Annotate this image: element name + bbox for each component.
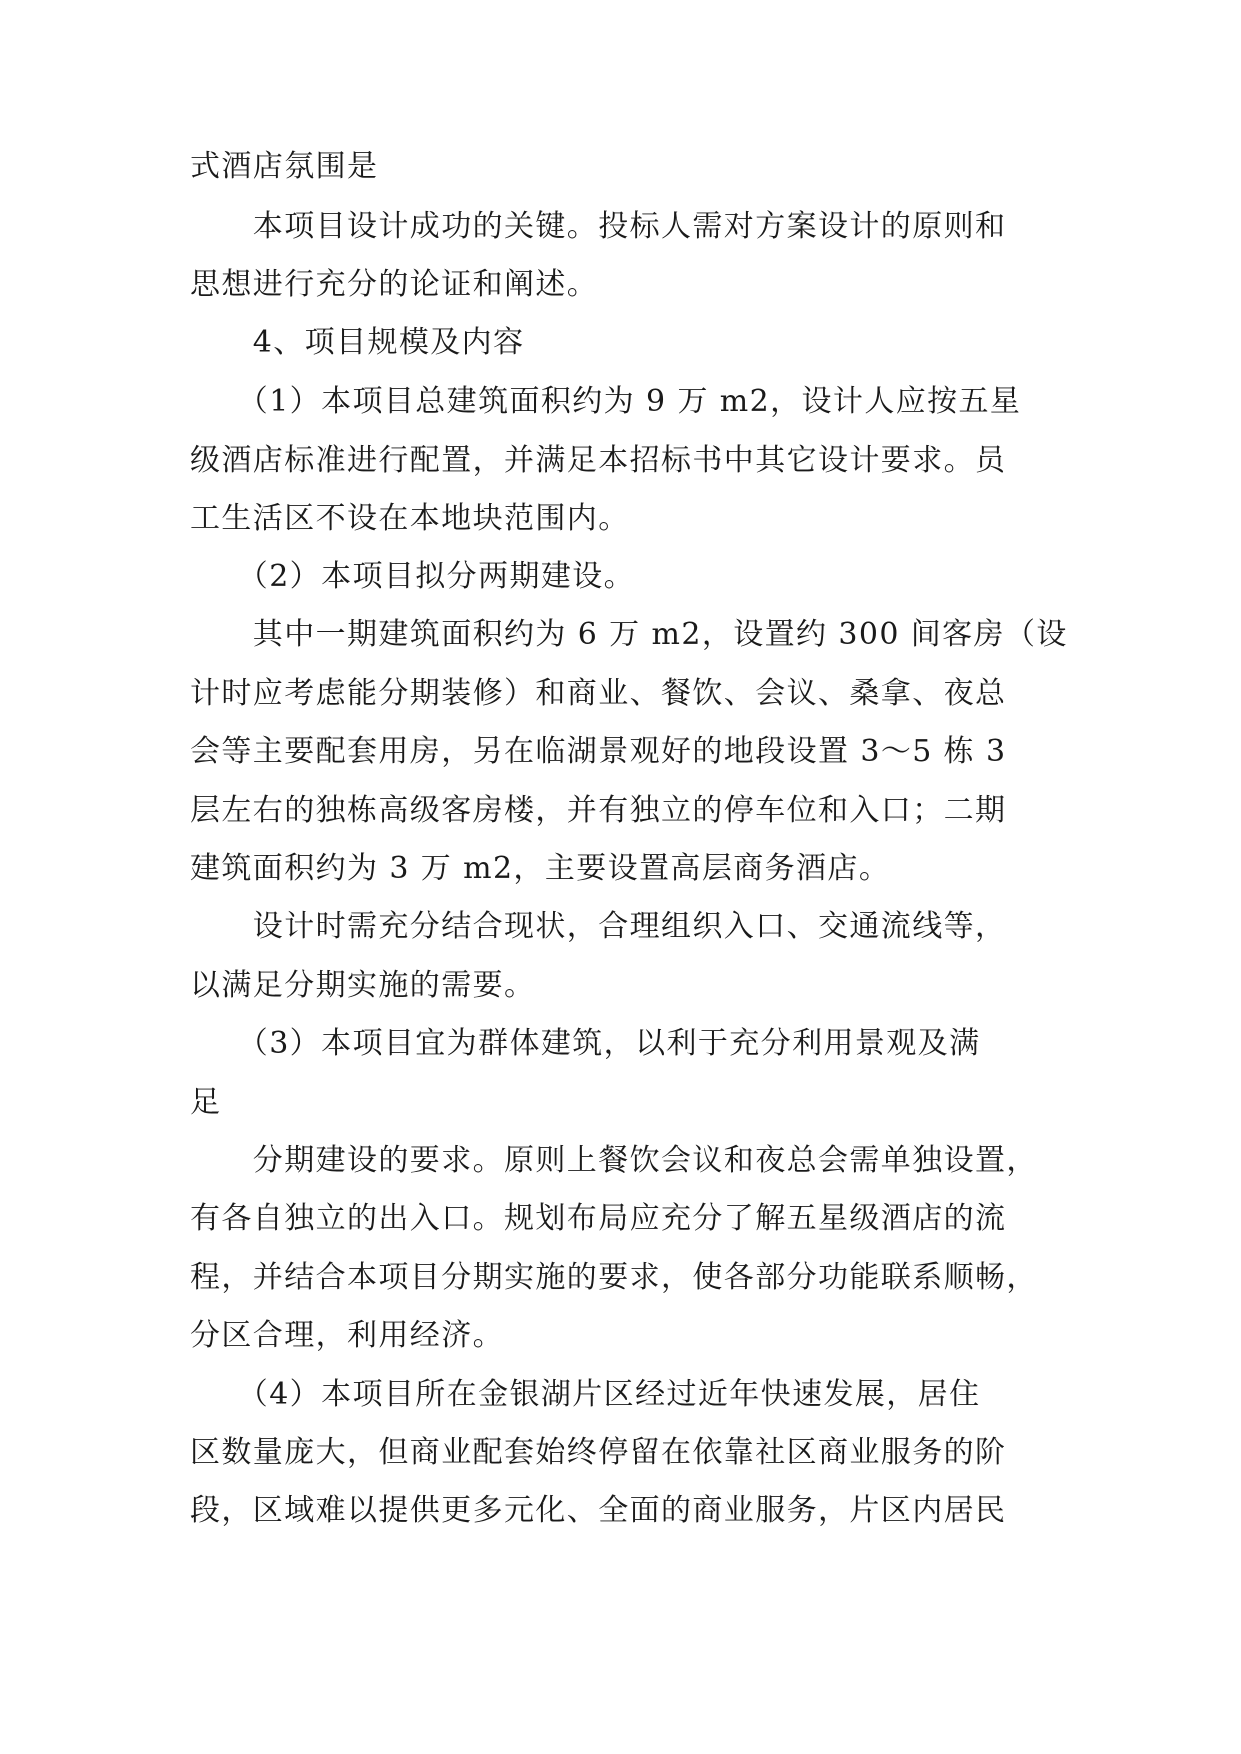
text-line: 4、项目规模及内容 bbox=[190, 325, 525, 360]
text-line: 分期建设的要求。原则上餐饮会议和夜总会需单独设置， bbox=[190, 1143, 1038, 1178]
text-line: 思想进行充分的论证和阐述。 bbox=[190, 267, 599, 302]
text-line: 以满足分期实施的需要。 bbox=[190, 968, 536, 1003]
text-line: （4）本项目所在金银湖片区经过近年快速发展，居住 bbox=[190, 1377, 981, 1412]
text-line: 会等主要配套用房，另在临湖景观好的地段设置 3～5 栋 3 bbox=[190, 734, 1007, 769]
text-line: （1）本项目总建筑面积约为 9 万 m2，设计人应按五星 bbox=[190, 384, 1022, 419]
text-line: 有各自独立的出入口。规划布局应充分了解五星级酒店的流 bbox=[190, 1201, 1007, 1236]
text-line: 式酒店氛围是 bbox=[190, 149, 379, 184]
text-line: 计时应考虑能分期装修）和商业、餐饮、会议、桑拿、夜总 bbox=[190, 676, 1007, 711]
text-line: 层左右的独栋高级客房楼，并有独立的停车位和入口；二期 bbox=[190, 793, 1007, 828]
text-line: 设计时需充分结合现状，合理组织入口、交通流线等， bbox=[190, 909, 1007, 944]
text-line: 程，并结合本项目分期实施的要求，使各部分功能联系顺畅， bbox=[190, 1260, 1038, 1295]
text-line: （3）本项目宜为群体建筑，以利于充分利用景观及满 bbox=[190, 1026, 981, 1061]
text-line: 本项目设计成功的关键。投标人需对方案设计的原则和 bbox=[190, 209, 1007, 244]
text-line: 建筑面积约为 3 万 m2，主要设置高层商务酒店。 bbox=[190, 851, 891, 886]
text-line: 足 bbox=[190, 1085, 222, 1120]
text-line: 级酒店标准进行配置，并满足本招标书中其它设计要求。员 bbox=[190, 443, 1007, 478]
text-line: 区数量庞大，但商业配套始终停留在依靠社区商业服务的阶 bbox=[190, 1435, 1007, 1470]
text-line: 工生活区不设在本地块范围内。 bbox=[190, 501, 630, 536]
text-line: 其中一期建筑面积约为 6 万 m2，设置约 300 间客房（设 bbox=[190, 617, 1068, 652]
text-line: （2）本项目拟分两期建设。 bbox=[190, 559, 636, 594]
text-line: 段，区域难以提供更多元化、全面的商业服务，片区内居民 bbox=[190, 1493, 1007, 1528]
text-line: 分区合理，利用经济。 bbox=[190, 1318, 504, 1353]
